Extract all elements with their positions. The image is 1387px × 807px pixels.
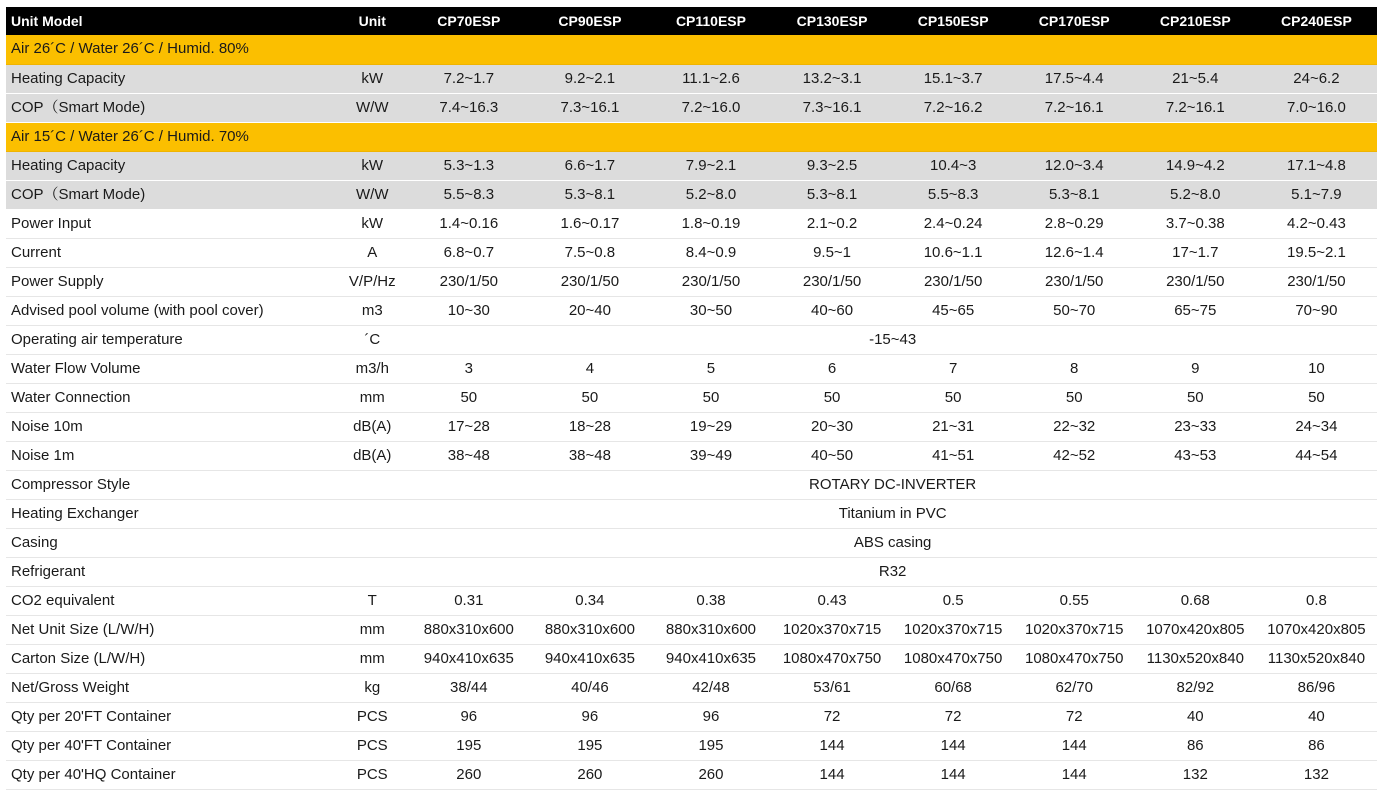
row-value: 4: [529, 354, 650, 383]
table-row: [6, 702, 1377, 731]
row-label: Qty per 40'FT Container: [6, 731, 336, 760]
table-row: [6, 325, 1377, 354]
row-value: 20~30: [772, 412, 893, 441]
row-value: 53/61: [772, 673, 893, 702]
row-label: Water Flow Volume: [6, 354, 336, 383]
row-value: 40/46: [529, 673, 650, 702]
row-value: 1080x470x750: [1014, 644, 1135, 673]
header-model: CP150ESP: [893, 7, 1014, 35]
table-row: [6, 383, 1377, 412]
row-value: 1080x470x750: [893, 644, 1014, 673]
table-body: [6, 35, 1377, 789]
row-shared-value: ABS casing: [408, 528, 1377, 557]
row-value: 144: [772, 760, 893, 789]
table-row: [6, 354, 1377, 383]
row-value: 50: [1256, 383, 1377, 412]
row-value: 17~28: [408, 412, 529, 441]
row-value: 62/70: [1014, 673, 1135, 702]
header-model: CP70ESP: [408, 7, 529, 35]
row-value: 940x410x635: [650, 644, 771, 673]
row-value: 5.1~7.9: [1256, 180, 1377, 209]
header-unit: Unit: [336, 7, 408, 35]
row-label: Casing: [6, 528, 336, 557]
row-value: 0.5: [893, 586, 1014, 615]
table-header-row: [6, 7, 1377, 35]
table-row: [6, 499, 1377, 528]
row-value: 21~5.4: [1135, 64, 1256, 93]
table-row: [6, 267, 1377, 296]
spec-table: [6, 7, 1377, 790]
table-row: [6, 615, 1377, 644]
row-value: 0.8: [1256, 586, 1377, 615]
row-value: 144: [893, 760, 1014, 789]
row-value: 144: [893, 731, 1014, 760]
row-value: 23~33: [1135, 412, 1256, 441]
row-value: 7.2~1.7: [408, 64, 529, 93]
row-value: 7.2~16.1: [1014, 93, 1135, 122]
row-label: Noise 1m: [6, 441, 336, 470]
row-label: COP（Smart Mode): [6, 93, 336, 122]
row-unit: [336, 499, 408, 528]
row-unit: T: [336, 586, 408, 615]
row-unit: m3: [336, 296, 408, 325]
table-row: [6, 731, 1377, 760]
row-value: 50: [772, 383, 893, 412]
row-value: 5.3~8.1: [1014, 180, 1135, 209]
row-value: 19~29: [650, 412, 771, 441]
row-label: Water Connection: [6, 383, 336, 412]
row-value: 40: [1256, 702, 1377, 731]
row-label: CO2 equivalent: [6, 586, 336, 615]
row-value: 19.5~2.1: [1256, 238, 1377, 267]
table-row: [6, 644, 1377, 673]
row-value: 0.34: [529, 586, 650, 615]
row-unit: dB(A): [336, 412, 408, 441]
row-value: 17~1.7: [1135, 238, 1256, 267]
row-unit: m3/h: [336, 354, 408, 383]
row-value: 0.55: [1014, 586, 1135, 615]
row-value: 1070x420x805: [1256, 615, 1377, 644]
row-value: 20~40: [529, 296, 650, 325]
row-value: 260: [408, 760, 529, 789]
row-value: 132: [1135, 760, 1256, 789]
row-value: 60/68: [893, 673, 1014, 702]
row-value: 1.8~0.19: [650, 209, 771, 238]
row-value: 43~53: [1135, 441, 1256, 470]
header-model: CP90ESP: [529, 7, 650, 35]
row-value: 940x410x635: [529, 644, 650, 673]
row-value: 1.6~0.17: [529, 209, 650, 238]
row-value: 6: [772, 354, 893, 383]
row-value: 50~70: [1014, 296, 1135, 325]
row-value: 30~50: [650, 296, 771, 325]
row-label: Advised pool volume (with pool cover): [6, 296, 336, 325]
row-value: 44~54: [1256, 441, 1377, 470]
row-value: 65~75: [1135, 296, 1256, 325]
row-value: 940x410x635: [408, 644, 529, 673]
row-label: Heating Capacity: [6, 151, 336, 180]
row-value: 5.3~1.3: [408, 151, 529, 180]
table-row: [6, 151, 1377, 180]
row-value: 195: [650, 731, 771, 760]
row-unit: PCS: [336, 702, 408, 731]
row-value: 1020x370x715: [1014, 615, 1135, 644]
row-label: Carton Size (L/W/H): [6, 644, 336, 673]
row-value: 7.2~16.1: [1135, 93, 1256, 122]
row-value: 50: [408, 383, 529, 412]
row-value: 230/1/50: [1014, 267, 1135, 296]
row-value: 7.2~16.0: [650, 93, 771, 122]
row-value: 96: [529, 702, 650, 731]
section-title: Air 15´C / Water 26´C / Humid. 70%: [6, 122, 1377, 151]
row-value: 1080x470x750: [772, 644, 893, 673]
row-value: 50: [529, 383, 650, 412]
row-unit: kW: [336, 209, 408, 238]
row-value: 13.2~3.1: [772, 64, 893, 93]
row-unit: W/W: [336, 180, 408, 209]
row-value: 1020x370x715: [772, 615, 893, 644]
row-unit: [336, 528, 408, 557]
table-row: [6, 64, 1377, 93]
row-value: 40~50: [772, 441, 893, 470]
table-row: [6, 557, 1377, 586]
row-value: 1130x520x840: [1256, 644, 1377, 673]
table-row: [6, 586, 1377, 615]
row-value: 10.4~3: [893, 151, 1014, 180]
row-value: 0.38: [650, 586, 771, 615]
row-value: 38/44: [408, 673, 529, 702]
row-shared-value: -15~43: [408, 325, 1377, 354]
row-value: 42/48: [650, 673, 771, 702]
row-value: 230/1/50: [408, 267, 529, 296]
row-value: 38~48: [529, 441, 650, 470]
row-unit: PCS: [336, 760, 408, 789]
table-row: [6, 673, 1377, 702]
row-value: 880x310x600: [650, 615, 771, 644]
row-value: 230/1/50: [1256, 267, 1377, 296]
row-value: 7.2~16.2: [893, 93, 1014, 122]
row-value: 880x310x600: [529, 615, 650, 644]
row-value: 82/92: [1135, 673, 1256, 702]
row-label: Net Unit Size (L/W/H): [6, 615, 336, 644]
row-value: 1.4~0.16: [408, 209, 529, 238]
table-row: [6, 760, 1377, 789]
row-value: 11.1~2.6: [650, 64, 771, 93]
row-label: Qty per 40'HQ Container: [6, 760, 336, 789]
row-value: 72: [1014, 702, 1135, 731]
row-value: 2.1~0.2: [772, 209, 893, 238]
table-row: [6, 470, 1377, 499]
row-value: 2.8~0.29: [1014, 209, 1135, 238]
row-value: 72: [893, 702, 1014, 731]
row-value: 50: [650, 383, 771, 412]
row-value: 230/1/50: [529, 267, 650, 296]
row-value: 12.0~3.4: [1014, 151, 1135, 180]
row-value: 22~32: [1014, 412, 1135, 441]
row-label: Net/Gross Weight: [6, 673, 336, 702]
row-value: 5.5~8.3: [408, 180, 529, 209]
row-value: 24~6.2: [1256, 64, 1377, 93]
row-label: COP（Smart Mode): [6, 180, 336, 209]
row-value: 195: [529, 731, 650, 760]
row-unit: kg: [336, 673, 408, 702]
row-value: 1070x420x805: [1135, 615, 1256, 644]
row-value: 72: [772, 702, 893, 731]
row-value: 230/1/50: [1135, 267, 1256, 296]
row-value: 0.31: [408, 586, 529, 615]
row-value: 4.2~0.43: [1256, 209, 1377, 238]
row-value: 96: [408, 702, 529, 731]
row-value: 7.5~0.8: [529, 238, 650, 267]
row-label: Current: [6, 238, 336, 267]
row-value: 38~48: [408, 441, 529, 470]
row-value: 17.5~4.4: [1014, 64, 1135, 93]
row-label: Refrigerant: [6, 557, 336, 586]
table-row: [6, 238, 1377, 267]
row-value: 7: [893, 354, 1014, 383]
row-value: 12.6~1.4: [1014, 238, 1135, 267]
row-unit: mm: [336, 615, 408, 644]
row-value: 1130x520x840: [1135, 644, 1256, 673]
row-value: 7.4~16.3: [408, 93, 529, 122]
row-value: 7.3~16.1: [529, 93, 650, 122]
row-value: 230/1/50: [893, 267, 1014, 296]
row-value: 5.3~8.1: [772, 180, 893, 209]
row-label: Power Supply: [6, 267, 336, 296]
row-label: Heating Capacity: [6, 64, 336, 93]
section-header-row: [6, 35, 1377, 64]
row-value: 96: [650, 702, 771, 731]
row-shared-value: R32: [408, 557, 1377, 586]
row-value: 144: [1014, 760, 1135, 789]
row-value: 86/96: [1256, 673, 1377, 702]
row-value: 9.3~2.5: [772, 151, 893, 180]
row-value: 5.2~8.0: [650, 180, 771, 209]
row-label: Noise 10m: [6, 412, 336, 441]
row-value: 50: [1135, 383, 1256, 412]
row-unit: mm: [336, 383, 408, 412]
row-value: 86: [1135, 731, 1256, 760]
row-value: 7.0~16.0: [1256, 93, 1377, 122]
row-unit: PCS: [336, 731, 408, 760]
table-row: [6, 441, 1377, 470]
row-value: 24~34: [1256, 412, 1377, 441]
section-header-row: [6, 122, 1377, 151]
row-shared-value: ROTARY DC-INVERTER: [408, 470, 1377, 499]
header-model: CP210ESP: [1135, 7, 1256, 35]
row-unit: kW: [336, 151, 408, 180]
row-value: 880x310x600: [408, 615, 529, 644]
row-value: 230/1/50: [772, 267, 893, 296]
row-value: 45~65: [893, 296, 1014, 325]
header-model: CP170ESP: [1014, 7, 1135, 35]
row-value: 5: [650, 354, 771, 383]
row-value: 8.4~0.9: [650, 238, 771, 267]
row-value: 6.6~1.7: [529, 151, 650, 180]
table-row: [6, 93, 1377, 122]
section-title: Air 26´C / Water 26´C / Humid. 80%: [6, 35, 1377, 64]
header-model: CP110ESP: [650, 7, 771, 35]
row-value: 9: [1135, 354, 1256, 383]
header-unit-model: Unit Model: [6, 7, 336, 35]
row-unit: W/W: [336, 93, 408, 122]
row-value: 70~90: [1256, 296, 1377, 325]
row-value: 5.2~8.0: [1135, 180, 1256, 209]
row-unit: ´C: [336, 325, 408, 354]
row-value: 5.3~8.1: [529, 180, 650, 209]
row-value: 0.68: [1135, 586, 1256, 615]
row-value: 18~28: [529, 412, 650, 441]
row-value: 21~31: [893, 412, 1014, 441]
row-value: 40: [1135, 702, 1256, 731]
row-label: Compressor Style: [6, 470, 336, 499]
table-row: [6, 180, 1377, 209]
table-row: [6, 209, 1377, 238]
row-value: 144: [1014, 731, 1135, 760]
row-value: 40~60: [772, 296, 893, 325]
row-value: 39~49: [650, 441, 771, 470]
row-value: 8: [1014, 354, 1135, 383]
row-value: 144: [772, 731, 893, 760]
row-value: 17.1~4.8: [1256, 151, 1377, 180]
row-value: 14.9~4.2: [1135, 151, 1256, 180]
row-unit: V/P/Hz: [336, 267, 408, 296]
row-unit: dB(A): [336, 441, 408, 470]
row-value: 195: [408, 731, 529, 760]
row-value: 15.1~3.7: [893, 64, 1014, 93]
row-value: 10~30: [408, 296, 529, 325]
table-row: [6, 412, 1377, 441]
row-shared-value: Titanium in PVC: [408, 499, 1377, 528]
row-value: 230/1/50: [650, 267, 771, 296]
row-value: 7.9~2.1: [650, 151, 771, 180]
row-value: 41~51: [893, 441, 1014, 470]
row-value: 86: [1256, 731, 1377, 760]
row-unit: kW: [336, 64, 408, 93]
row-unit: [336, 470, 408, 499]
row-value: 3.7~0.38: [1135, 209, 1256, 238]
row-value: 42~52: [1014, 441, 1135, 470]
row-label: Heating Exchanger: [6, 499, 336, 528]
row-value: 3: [408, 354, 529, 383]
row-value: 50: [893, 383, 1014, 412]
table-row: [6, 296, 1377, 325]
row-value: 10.6~1.1: [893, 238, 1014, 267]
row-value: 6.8~0.7: [408, 238, 529, 267]
row-unit: [336, 557, 408, 586]
header-model: CP130ESP: [772, 7, 893, 35]
row-value: 50: [1014, 383, 1135, 412]
row-unit: mm: [336, 644, 408, 673]
row-value: 9.2~2.1: [529, 64, 650, 93]
row-value: 0.43: [772, 586, 893, 615]
row-value: 260: [650, 760, 771, 789]
row-value: 5.5~8.3: [893, 180, 1014, 209]
table-row: [6, 528, 1377, 557]
row-value: 132: [1256, 760, 1377, 789]
header-model: CP240ESP: [1256, 7, 1377, 35]
row-value: 2.4~0.24: [893, 209, 1014, 238]
row-value: 9.5~1: [772, 238, 893, 267]
row-value: 1020x370x715: [893, 615, 1014, 644]
row-unit: A: [336, 238, 408, 267]
row-value: 7.3~16.1: [772, 93, 893, 122]
row-label: Power Input: [6, 209, 336, 238]
row-label: Qty per 20'FT Container: [6, 702, 336, 731]
row-label: Operating air temperature: [6, 325, 336, 354]
row-value: 260: [529, 760, 650, 789]
row-value: 10: [1256, 354, 1377, 383]
